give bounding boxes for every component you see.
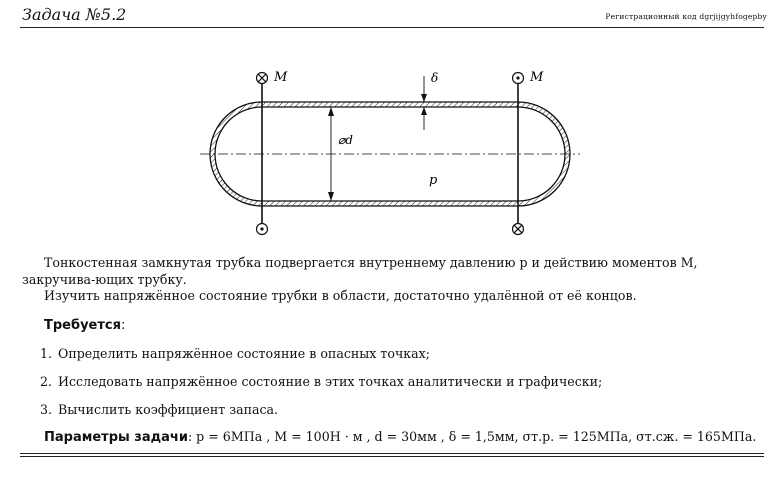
dot-symbol-icon bbox=[257, 224, 268, 235]
footer-divider bbox=[20, 456, 764, 457]
registration-code: Регистрационный код dgrjijgyhfogepby bbox=[605, 12, 767, 21]
item-number: 3. bbox=[40, 402, 53, 417]
requirements-heading bbox=[44, 317, 779, 334]
list-item bbox=[40, 374, 602, 389]
pressure-label: p bbox=[429, 173, 438, 188]
params-values: : p = 6МПа , M = 100Н · м , d = 30мм , δ = 1,5мм, σт.р. = 125МПа, σт.сж. = 165МПа. bbox=[187, 429, 757, 444]
moment-label-right: M bbox=[530, 70, 544, 85]
thickness-label: δ bbox=[431, 71, 439, 85]
item-text: Вычислить коэффициент запаса. bbox=[58, 402, 279, 417]
list-item bbox=[40, 346, 430, 361]
item-text: Исследовать напряжённое состояние в этих точках аналитически и графически; bbox=[58, 374, 603, 389]
list-item bbox=[40, 402, 278, 417]
footer-divider bbox=[20, 453, 764, 454]
diameter-label: ⌀d bbox=[338, 133, 353, 147]
dot-symbol-icon bbox=[513, 73, 524, 84]
problem-statement: Тонкостенная замкнутая трубка подвергается внутреннему давлению p и действию моментов M, закручива-ющих трубку. bbox=[22, 255, 698, 287]
requirements-label: Требуется bbox=[44, 318, 121, 333]
task-instruction: Изучить напряжённое состояние трубки в области, достаточно удалённой от её концов. bbox=[44, 288, 637, 303]
item-text: Определить напряжённое состояние в опасных точках; bbox=[58, 346, 431, 361]
moment-label-left: M bbox=[274, 70, 288, 85]
item-number: 2. bbox=[40, 374, 53, 389]
task-title: Задача №5.2 bbox=[22, 5, 127, 24]
requirements-colon: : bbox=[120, 318, 126, 333]
item-number: 1. bbox=[40, 346, 53, 361]
cross-symbol-icon bbox=[513, 224, 524, 235]
task-parameters bbox=[44, 429, 756, 445]
params-label: Параметры задачи bbox=[44, 430, 188, 445]
cross-symbol-icon bbox=[257, 73, 268, 84]
